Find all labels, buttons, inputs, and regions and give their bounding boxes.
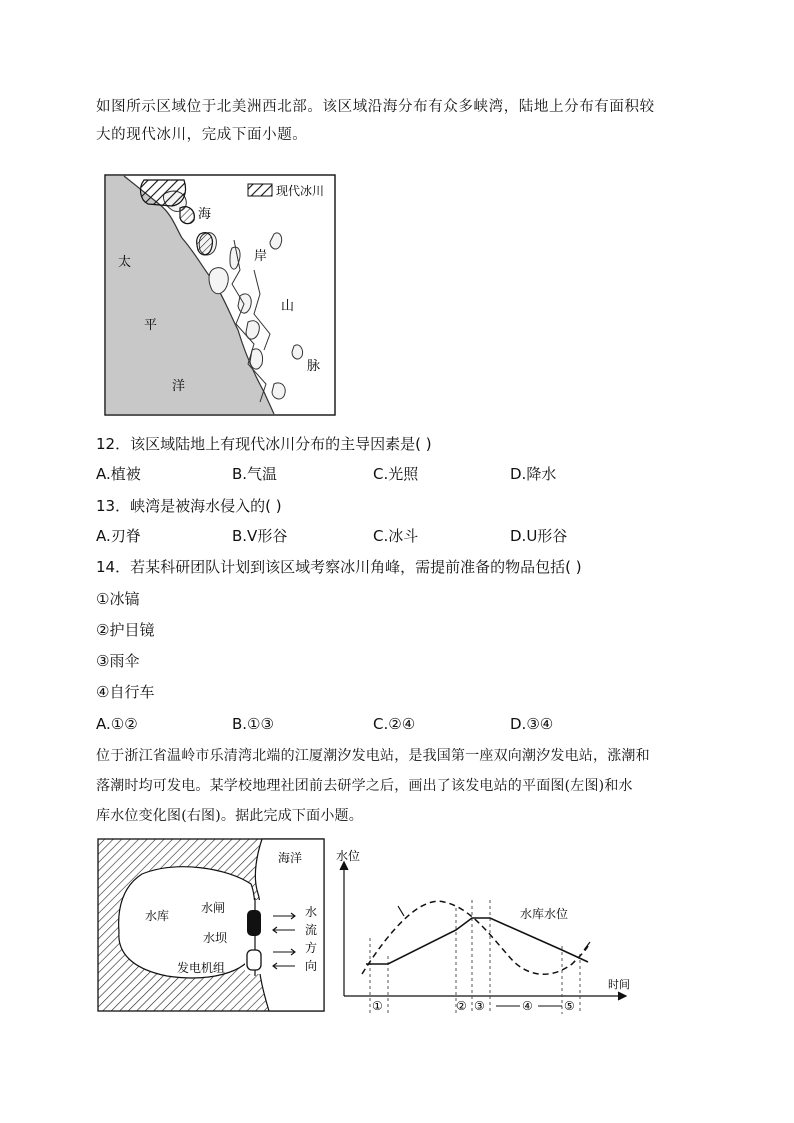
question-12-stem: 12．该区域陆地上有现代冰川分布的主导因素是( ): [96, 435, 432, 453]
map-label-an: 岸: [254, 249, 268, 264]
q13-option-a[interactable]: A.刃脊: [96, 527, 141, 545]
question-13-stem: 13．峡湾是被海水侵入的( ): [96, 497, 282, 515]
sluice-gate: [247, 910, 261, 936]
x-axis-label: 时间: [608, 978, 630, 991]
map-label-shan: 山: [281, 299, 295, 314]
stage-1: ①: [372, 999, 383, 1013]
stage-4: ④: [522, 999, 533, 1013]
map-label-yang: 洋: [172, 379, 186, 394]
water-level-chart: [332, 846, 632, 1020]
intro-paragraph-1: [96, 92, 706, 150]
q13-option-d[interactable]: D.U形谷: [510, 527, 568, 545]
stage-3: ③: [474, 999, 485, 1013]
intro-line: 落潮时均可发电。某学校地理社团前去研学之后，画出了该发电站的平面图(左图)和水: [96, 778, 633, 794]
intro-paragraph-2: [96, 741, 706, 831]
stage-2: ②: [456, 999, 467, 1013]
q14-option-a[interactable]: A.①②: [96, 715, 138, 733]
power-station-plan: [97, 838, 325, 1012]
q12-option-d[interactable]: D.降水: [510, 465, 557, 483]
q13-option-b[interactable]: B.V形谷: [232, 527, 288, 545]
map-label-mai: 脉: [307, 359, 321, 374]
flow-label-4: 向: [305, 959, 318, 973]
plan-ocean-label: 海洋: [278, 851, 303, 865]
glacier-map: [104, 174, 336, 416]
q12-option-c[interactable]: C.光照: [373, 465, 419, 483]
q12-option-a[interactable]: A.植被: [96, 465, 141, 483]
generator-unit: [247, 950, 261, 970]
legend-label: 现代冰川: [276, 184, 325, 198]
q14-item-3: ③雨伞: [96, 652, 140, 670]
intro-line: 大的现代冰川，完成下面小题。: [96, 127, 308, 143]
series-label: 水库水位: [520, 907, 569, 921]
y-axis-label: 水位: [336, 849, 361, 863]
plan-dam-label: 水坝: [203, 931, 228, 945]
map-label-hai: 海: [198, 207, 212, 222]
q12-option-b[interactable]: B.气温: [232, 465, 278, 483]
q14-option-b[interactable]: B.①③: [232, 715, 274, 733]
flow-label-1: 水: [305, 905, 318, 919]
stage-5: ⑤: [564, 999, 575, 1013]
flow-label-3: 方: [305, 941, 318, 955]
q13-option-c[interactable]: C.冰斗: [373, 527, 419, 545]
q14-item-4: ④自行车: [96, 683, 155, 701]
intro-line: 如图所示区域位于北美洲西北部。该区域沿海分布有众多峡湾，陆地上分布有面积较: [96, 99, 655, 115]
map-label-tai: 太: [118, 255, 132, 270]
plan-sluice-label: 水闸: [201, 901, 226, 915]
q14-item-2: ②护目镜: [96, 621, 155, 639]
intro-line: 库水位变化图(右图)。据此完成下面小题。: [96, 808, 363, 824]
q14-option-c[interactable]: C.②④: [373, 715, 416, 733]
map-label-ping: 平: [144, 318, 158, 333]
q14-item-1: ①冰镐: [96, 590, 140, 608]
intro-line: 位于浙江省温岭市乐清湾北端的江厦潮汐发电站，是我国第一座双向潮汐发电站，涨潮和: [96, 748, 650, 764]
question-14-stem: 14．若某科研团队计划到该区域考察冰川角峰，需提前准备的物品包括( ): [96, 558, 582, 576]
plan-reservoir-label: 水库: [145, 909, 170, 923]
flow-label-2: 流: [305, 923, 318, 937]
legend-swatch: [248, 184, 272, 196]
q14-option-d[interactable]: D.③④: [510, 715, 554, 733]
plan-generator-label: 发电机组: [177, 961, 226, 975]
